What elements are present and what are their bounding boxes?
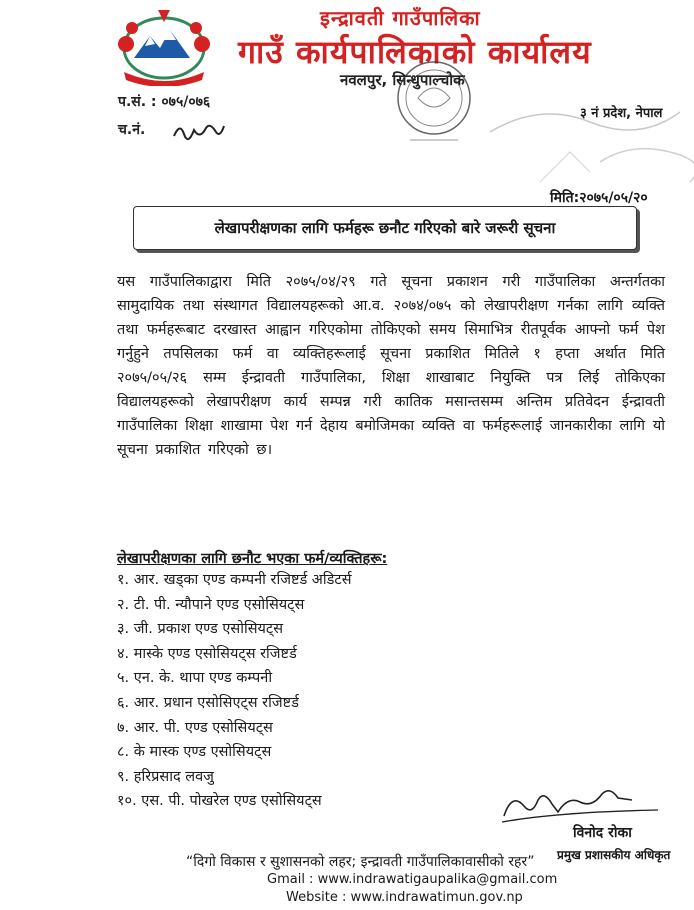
notice-title-text: लेखापरीक्षणका लागि फर्महरू छनौट गरिएको बारे जरूरी सूचना [214, 219, 556, 237]
dispatch-number-handwritten [170, 118, 226, 144]
province-address: ३ नं प्रदेश, नेपाल [580, 106, 663, 121]
firm-list-heading: लेखापरीक्षणका लागि छनौट भएका फर्म/व्यक्तिहरू: [117, 551, 388, 567]
list-item: ३. जी. प्रकाश एण्ड एसोसियट्स [117, 621, 284, 638]
notice-date: मिति:२०७५/०५/२० [550, 190, 648, 206]
list-item: ६. आर. प्रधान एसोसिएट्स रजिष्टर्ड [117, 694, 299, 711]
list-item: ४. मास्के एण्ड एसोसियट्स रजिष्टर्ड [117, 645, 297, 662]
list-item: ५. एन. के. थापा एण्ड कम्पनी [117, 670, 273, 687]
list-item: १०. एस. पी. पोखरेल एण्ड एसोसियट्स [117, 793, 322, 810]
footer-email: Gmail : www.indrawatigaupalika@gmail.com [267, 872, 558, 887]
signer-name: विनोद रोका [573, 825, 632, 841]
list-item: २. टी. पी. न्यौपाने एण्ड एसोसियट्स [117, 596, 305, 613]
nepal-government-emblem-icon [110, 6, 218, 86]
official-stamp-icon [388, 58, 480, 148]
office-name: गाउँ कार्यपालिकाको कार्यालय [238, 33, 592, 71]
notice-body: यस गाउँपालिकाद्वारा मिति २०७५/०४/२९ गते सूचना प्रकाशन गरी गाउँपालिका अन्तर्गतका सामुदायिक तथा संस्थागत विद्यालयहरूको आ.व. २०७४/०७५ को लेखापरीक्षण गर्नका लागि व्यक्ति तथा फर्महरूबाट दरखास्त आह्वान गरिएकोमा तोकिएको समय सिमाभित्र रीतपूर्वक आफ्नो फर्म पेश गर्नुहुने तपसिलका फर्म वा व्यक्तिहरूलाई सूचना प्रकाशित मितिले १ हप्ता अर्थात मिति २०७५/०५/२६ सम्म ईन्द्रावती गाउँपालिका, शिक्षा शाखाबाट नियुक्ति पत्र लिई तोकिएका विद्यालयहरूको लेखापरीक्षण कार्य सम्पन्न गरी कातिक मसान्तसम्म अन्तिम प्रतिवेदन ईन्द्रावती गाउँपालिका शिक्षा शाखामा पेश गर्न देहाय बमोजिमका व्यक्ति वा फर्महरूलाई जानकारीका लागि यो सूचना प्रकाशित गरिएको छ। [117, 274, 665, 458]
bleed-through-marks [480, 92, 694, 192]
footer-motto: “दिगो विकास र सुशासनको लहर; इन्द्रावती गाउँपालिकावासीको रहर” [186, 854, 535, 870]
footer-website: Website : www.indrawatimun.gov.np [286, 890, 523, 905]
reference-number: प.सं. : ०७५/०७६ [118, 94, 211, 110]
list-item: ८. के मास्क एण्ड एसोसियट्स [117, 744, 272, 761]
list-item: ७. आर. पी. एण्ड एसोसियट्स [117, 719, 273, 736]
notice-title [133, 206, 637, 250]
signer-title: प्रमुख प्रशासकीय अधिकृत [557, 848, 671, 862]
firm-list [117, 568, 352, 814]
municipality-name: इन्द्रावती गाउँपालिका [320, 6, 481, 30]
district-address: नवलपुर, सिन्धुपाल्चोक [340, 71, 465, 89]
list-item: १. आर. खड्का एण्ड कम्पनी रजिष्टर्ड अडिटर्स [117, 572, 352, 588]
list-item: ९. हरिप्रसाद लवजु [117, 768, 214, 785]
dispatch-number-label: च.नं. [118, 122, 146, 138]
